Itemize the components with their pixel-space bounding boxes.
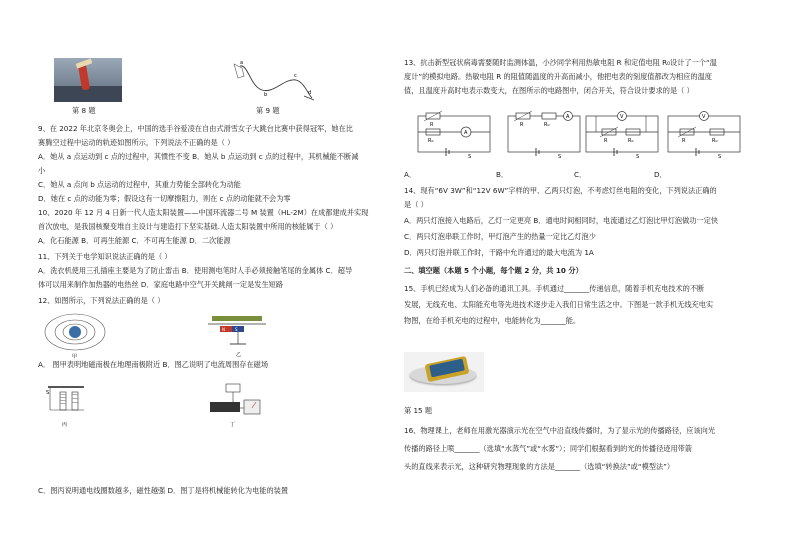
fig8-photo — [54, 58, 122, 102]
circuit-a-A: A — [464, 130, 468, 136]
fig15-caption: 第 15 题 — [404, 406, 433, 415]
q9-line-2: 赛腾空过程中运动的轨迹如图所示，下列说法不正确的是（ ） — [38, 138, 235, 147]
circuit-c-V: V — [620, 114, 624, 120]
q16-line-3: 头的直线来表示光，这种研究物理现象的方法是_______（选填“转换法”或“模型法”） — [404, 462, 675, 471]
fig-yi-oersted — [204, 310, 274, 358]
q16-line-2: 传播的路径上喷_______（选填“水蒸气”或“水雾”）；同学们根据看到的光的传播径迹用带箭 — [404, 444, 693, 453]
q14-line-2: 是（ ） — [404, 200, 428, 209]
q15-line-1: 15、手机已经成为人们必备的通讯工具。手机通过_______传递信息，随着手机充电技术的不断 — [404, 284, 705, 293]
fig9-label-d: d — [308, 90, 312, 96]
q13-line-2: 度计”的模拟电路。热敏电阻 R 的阻值随温度的升高而减小，他把电表的刻度值都改为相应的温度 — [404, 72, 712, 81]
q13-option-d: D． — [654, 170, 667, 179]
q11-line-3: 体可以用来制作加热器的电热丝 D．家庭电路中空气开关跳闸一定是发生短路 — [38, 280, 284, 289]
circuit-c-R: R — [604, 138, 608, 144]
q9-line-1: 9、在 2022 年北京冬奥会上，中国的选手谷爱凌在自由式滑雪女子大跳台比赛中获得冠军，她在比 — [38, 124, 353, 133]
fig-yi-S: S — [235, 327, 238, 332]
q14-line-4: C．两只灯泡串联工作时，甲灯泡产生的热量一定比乙灯泡少 — [404, 232, 596, 241]
q9-line-3: A．她从 a 点运动到 c 点的过程中，其惯性不变 B．她从 b 点运动到 c 点的过程中，其机械能不断减 — [38, 152, 359, 161]
circuit-b — [506, 112, 586, 158]
q13-line-1: 13、抗击新型冠状病毒需要随时监测体温，小沙同学利用热敏电阻 R 和定值电阻 R₀设计了一个“温 — [404, 58, 717, 67]
fig-jia-label: 甲 — [72, 354, 78, 360]
circuit-d-V: V — [702, 114, 706, 120]
circuit-a — [416, 112, 496, 158]
fig-bing-S: S — [46, 390, 50, 396]
fig-ding-generator — [204, 380, 270, 432]
q13-option-b: B． — [496, 170, 509, 179]
circuit-c-S: S — [636, 154, 640, 160]
circuit-c-R0: R₀ — [628, 138, 634, 144]
fig-jia-earth-field — [40, 310, 110, 358]
section-2-heading: 二、填空题（本题 5 个小题，每个题 2 分，共 10 分） — [404, 266, 583, 275]
q14-line-5: D．两只灯泡并联工作时，干路中允许通过的最大电流为 1A — [404, 248, 594, 257]
q9-line-4: 小 — [38, 166, 46, 175]
q14-line-1: 14、现有“6V 3W”和“12V 6W”字样的甲、乙两只灯泡，不考虑灯丝电阻的变化，下列说法正确的 — [404, 186, 717, 195]
circuit-d-R0: R₀ — [712, 138, 718, 144]
q14-line-3: A．两只灯泡接入电路后，乙灯一定更亮 B．通电时间相同时，电流通过乙灯泡比甲灯泡做功一定快 — [404, 216, 719, 225]
fig8-caption: 第 8 题 — [72, 106, 96, 115]
fig-yi-N: N — [222, 327, 225, 332]
q15-line-3: 物图，在给手机充电的过程中，电能转化为_______能。 — [404, 316, 581, 325]
q9-line-6: D．她在 c 点的动能为零；假设这有一切摩擦阻力，则在 c 点的动能就不会为零 — [38, 194, 291, 203]
circuit-b-R0: R₀ — [544, 122, 550, 128]
fig-ding-label: 丁 — [230, 422, 236, 428]
circuit-c — [584, 112, 664, 158]
circuit-d-S: S — [718, 154, 722, 160]
q12-options-ab: A． 图甲表明地磁南极在地理南极附近 B．图乙说明了电流周围存在磁场 — [38, 360, 269, 369]
q12-title: 12、如图所示，下列说法正确的是（ ） — [38, 296, 165, 305]
fig-bing-label: 丙 — [62, 422, 68, 428]
q11-line-2: A．洗衣机使用三孔插座主要是为了防止雷击 B．使用测电笔时人手必须接触笔尾的金属体 C．超导 — [38, 266, 353, 275]
q13-option-c: C． — [574, 170, 587, 179]
circuit-d — [666, 112, 746, 158]
circuit-b-R: R — [520, 122, 524, 128]
q10-line-2: 首次放电，是我国核聚变堆自主设计与建造打下坚实基础.人造太阳装置中所用的核能属于（ ） — [38, 222, 338, 231]
q15-line-2: 发展，无线充电、太阳能充电等先进技术逐步走入我们日常生活之中。下图是一款手机无线充电实 — [404, 300, 714, 309]
circuit-d-R: R — [682, 138, 686, 144]
fig9-caption: 第 9 题 — [256, 106, 280, 115]
fig9-trajectory — [234, 56, 314, 104]
q10-line-3: A．化石能源 B．可再生能源 C．不可再生能源 D．二次能源 — [38, 236, 231, 245]
fig15-wireless-charger-photo — [404, 352, 484, 392]
q16-line-1: 16、物理课上，老师在用激光器演示光在空气中沿直线传播时，为了显示光的传播路径，应该向光 — [404, 426, 716, 435]
fig-yi-label: 乙 — [236, 352, 242, 358]
fig9-label-c: c — [294, 73, 297, 79]
circuit-a-R: R — [430, 122, 434, 128]
circuit-b-S: S — [558, 154, 562, 160]
circuit-b-A: A — [566, 114, 570, 120]
q9-line-5: C．她从 a 点向 b 点运动的过程中，其重力势能全部转化为动能 — [38, 180, 241, 189]
circuit-a-R0: R₀ — [428, 138, 434, 144]
q10-line-1: 10、2020 年 12 月 4 日新一代人造太阳装置——中国环流器二号 M 装置（HL-2M）在成都建成并实现 — [38, 208, 369, 217]
q12-options-cd: C．图丙说明通电线圈数越多，磁性越强 D．图丁是将机械能转化为电能的装置 — [38, 486, 289, 495]
fig9-label-b: b — [264, 92, 268, 98]
fig9-label-a: a — [240, 60, 244, 66]
q13-line-3: 值，且温度升高时电表示数变大，在图所示的电路图中，闭合开关，符合设计要求的是（ ） — [404, 86, 694, 95]
q11-line-1: 11、下列关于电学知识说法正确的是（ ） — [38, 252, 172, 261]
circuit-a-S: S — [468, 154, 472, 160]
q13-option-a: A． — [404, 170, 417, 179]
fig-bing-electromagnets — [42, 380, 102, 432]
